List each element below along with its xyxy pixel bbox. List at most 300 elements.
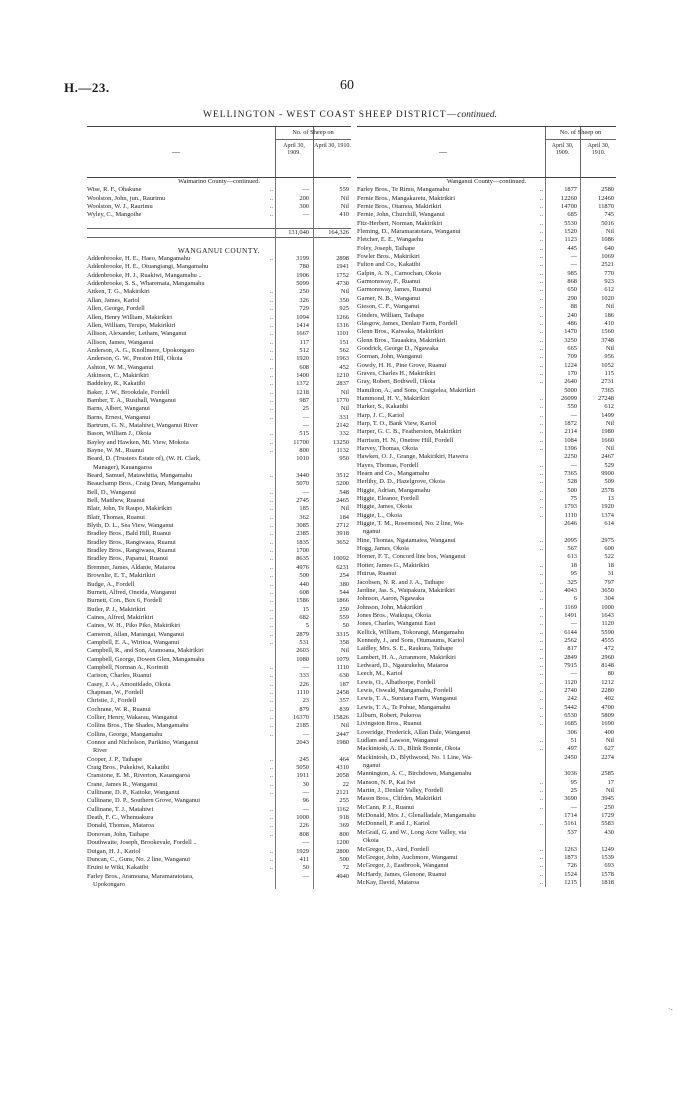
leader-dots: .. [539,712,543,719]
table-row [357,712,616,720]
leader-dots: .. [269,789,273,797]
sheep-1909: 6 [573,595,577,603]
table-row [87,797,351,805]
sheep-1909: 613 [567,553,577,561]
sheep-1909: 5530 [564,219,577,227]
sheep-1909: 2095 [564,536,577,544]
sheep-1909: 817 [567,645,577,653]
leader-dots: .. [539,611,543,619]
sheep-1910: 1249 [601,845,614,853]
table-row [357,754,616,762]
owner-name: Barns, Ernest, Wanganui [87,413,151,421]
owner-name: Campbell, George, Dowen Glen, Mangamahu [87,655,205,663]
sheep-1909: 51 [570,737,577,745]
table-row [357,787,616,795]
sheep-1910: Nil [605,419,614,427]
table-row [87,263,351,271]
leader-dots: .. [269,405,273,413]
table-row [357,553,616,561]
table-row [87,606,351,614]
sheep-1910: 614 [604,520,614,528]
sheep-1910: 369 [339,822,349,830]
owner-name: Harker, S., Kakatibi [357,403,409,411]
owner-name: Cullinane, T. J., Matahiwi [87,805,154,813]
table-row [357,462,616,470]
leader-dots: .. [269,371,273,379]
leader-dots: .. [539,645,543,653]
owner-name: Herlihy, D. D., Hazelgrove, Okoia [357,478,445,486]
sheep-1909: 3199 [296,255,309,263]
table-row [357,211,616,219]
sheep-1910: 839 [339,705,349,713]
sheep-1909: 7365 [564,470,577,478]
leader-dots: .. [539,495,543,503]
owner-name: Garner, N. B., Wanganui [357,294,421,302]
sheep-1909: 2640 [564,378,577,386]
sheep-1910: 4555 [601,636,614,644]
leader-dots: .. [269,497,273,505]
leader-dots: .. [539,670,543,678]
sheep-1909: 512 [299,346,309,354]
owner-name: Higgie, L., Okoia [357,511,402,519]
table-row [357,871,616,879]
sheep-1909: 3036 [564,770,577,778]
total-1910: 164,326 [328,229,349,237]
leader-dots: .. [539,745,543,753]
sheep-1910: 1941 [336,263,349,271]
sheep-1910: 1560 [601,328,614,336]
owner-name: Burnett, Alfred, Oneida, Wanganui [87,588,177,596]
sheep-1910: 1920 [601,503,614,511]
leader-dots: .. [539,411,543,419]
sheep-1909: 5099 [296,280,309,288]
leader-dots: .. [269,597,273,605]
table-row [357,854,616,862]
table-row [87,439,351,447]
sheep-1909: 5442 [564,703,577,711]
leader-dots: .. [539,686,543,694]
leader-dots: .. [539,194,543,202]
sheep-1909: — [570,461,577,469]
sheep-1910: 151 [339,338,349,346]
owner-name: Foley, Joseph, Taihape [357,244,415,252]
owner-name: Harvey, Thomas, Okoia [357,445,418,452]
sheep-1910: 544 [339,588,349,596]
table-row [87,597,351,605]
sheep-1910: 18 [607,561,614,569]
sheep-1910: 2447 [336,730,349,738]
table-row [87,430,351,438]
owner-name: Barns, Albert, Wanganui [87,405,150,413]
sheep-1909: 290 [567,294,577,302]
table-row [87,339,351,347]
sheep-1909: 1700 [296,547,309,555]
table-row [357,720,616,728]
table-row [357,537,616,545]
owner-name: Cullinane, D. P., Southern Grove, Wanganui [87,797,200,805]
owner-name: Kellick, William, Tokorangi, Mangamahu [357,628,464,636]
leader-dots: .. [269,538,273,546]
sheep-1910: 15826 [333,714,349,721]
sheep-1909: 1120 [564,678,577,686]
sheep-1909: 226 [299,680,309,688]
table-row [357,495,616,503]
owner-name: Donald, Thomas, Mataroa [87,822,154,830]
table-row [87,689,351,697]
sheep-1909: — [302,413,309,421]
sheep-1910: 3315 [336,630,349,638]
sheep-1909: 1667 [296,330,309,338]
owner-name: Mackintosh, D., Blythwood, No. 1 Line, Wa- [357,753,473,761]
sheep-1910: 11870 [598,203,614,211]
sheep-1909: 2646 [564,520,577,528]
owner-name: Cranstone, E. M., Riverton, Kauangaroa [87,772,191,780]
leader-dots: .. [269,764,273,772]
sheep-1910: 1079 [336,655,349,663]
sheep-1909: 1000 [296,814,309,822]
sheep-1909: 985 [567,269,577,277]
leader-dots: .. [539,862,543,870]
leader-dots: .. [269,688,273,696]
owner-name: Harrison, H. N., Onetree Hill, Fordell [357,436,454,444]
sheep-1910: 1101 [336,330,349,338]
owner-name: Cooper, J. P., Taihape [87,755,143,763]
leader-dots: .. [269,755,273,763]
sheep-1910: 2121 [336,789,349,797]
sheep-1909: 1094 [296,313,309,321]
sheep-1910: 1316 [336,321,349,329]
table-row [357,820,616,828]
leader-dots: .. [539,787,543,795]
sheep-1909: 650 [567,286,577,294]
sheep-1909: — [302,488,309,496]
sheep-1909: 325 [567,578,577,586]
leader-dots: .. [269,622,273,630]
spacer [87,220,351,228]
sheep-1910: 627 [604,745,614,753]
sheep-1910: 5016 [601,219,614,227]
leader-dots: .. [269,805,273,813]
leader-dots: .. [539,419,543,427]
sheep-count-header: No. of Sheep on [559,129,602,136]
sheep-1910: 1212 [601,678,614,686]
sheep-1910: 600 [604,545,614,553]
table-row [357,337,616,345]
owner-name: Gowdy, H. H., Pine Grove, Ruanui [357,361,447,369]
owner-name: Ludlam and Lawson, Wanganui [357,737,439,745]
sheep-1909: 3250 [564,336,577,344]
owner-name: Addenbrooke, H. E., Haeo, Mangamahu [87,255,191,263]
sheep-1910: 464 [339,755,349,763]
table-row [357,520,616,528]
owner-name: Fernie Bros., Otamoa, Makirikiri [357,203,442,211]
owner-name: Bradley Bros., Bald Hill, Ruanui [87,530,171,538]
name-column-header: — [172,147,180,156]
owner-name: Bayne, W. M., Ruanui [87,447,144,454]
owner-name: Upokongaro [93,880,125,888]
sheep-1909: 1110 [564,511,577,519]
report-code: H.—23. [64,80,110,95]
sheep-1910: 2898 [336,255,349,263]
sheep-1909: — [302,789,309,797]
sheep-1910: 1210 [336,371,349,379]
left-table [87,126,351,889]
sheep-1909: 2603 [296,647,309,655]
owner-name: McHardy, James, Glenone, Ruanui [357,870,447,878]
owner-name: Collins Bros., The Shades, Mangamahu [87,722,189,730]
sheep-1909: 1873 [564,853,577,861]
owner-name: Beard, Samuel, Matawhitia, Mangamahu [87,472,193,480]
owner-name: Douthwaite, Joseph, Brookevale, Fordell .. [87,839,197,847]
table-row [357,261,616,269]
owner-name: Glenn Bros., Tauaakira, Makirikiri [357,336,446,344]
owner-name: Campbell, R., and Son, Aramoana, Makirikiri [87,647,204,655]
sheep-1910: 250 [604,803,614,811]
sheep-1909: 6530 [564,712,577,719]
leader-dots: .. [269,697,273,705]
sheep-1909: 1084 [564,436,577,444]
owner-name: Blyth, D. L., Sea View, Wanganui [87,522,174,530]
leader-dots: .. [269,430,273,438]
leader-dots: .. [539,536,543,544]
sheep-1910: 1052 [601,361,614,369]
leader-dots: .. [539,737,543,745]
table-row [87,380,351,388]
table-row [87,697,351,705]
owner-name: Kennedy, J., and Sons, Otumaums, Kariol [357,636,465,644]
leader-dots: .. [269,355,273,363]
column-divider [275,178,276,889]
leader-dots: .. [269,396,273,404]
owner-name: Manson, N. P., Kai Iwi [357,778,416,786]
sheep-1909: 16370 [293,714,309,721]
owner-name: Gieson, C. F., Wanganui [357,303,420,311]
sheep-1909: 808 [299,830,309,838]
total-row [87,228,351,238]
leader-dots: .. [269,296,273,304]
leader-dots: .. [539,603,543,611]
sheep-1909: 8635 [296,555,309,563]
sheep-1909: — [570,620,577,628]
owner-name: Horner, F. T., Concord line box, Wanganui [357,553,466,561]
leader-dots: .. [539,311,543,319]
table-row [357,478,616,486]
leader-dots: .. [539,336,543,344]
owner-name: Manager), Kauangaroa [93,463,152,471]
leader-dots: .. [269,472,273,480]
table-row [357,528,616,536]
sheep-1910: Nil [340,505,349,513]
sheep-1910: 4310 [336,764,349,772]
table-row [87,480,351,488]
sheep-1910: 1980 [601,428,614,436]
table-row [87,781,351,789]
leader-dots: .. [539,428,543,436]
sheep-1909: 2114 [564,428,577,436]
sheep-1910: 548 [339,488,349,496]
leader-dots: .. [539,803,543,811]
sheep-1909: 7915 [564,661,577,669]
left-table-header [87,126,351,178]
leader-dots: .. [539,394,543,402]
sheep-1910: 4730 [336,280,349,288]
owner-name: Hamilton, A., and Sons, Craigielea, Makirikiri [357,386,476,394]
table-row [357,428,616,436]
sheep-1909: 1263 [564,845,577,853]
sheep-1909: 12260 [561,194,577,202]
table-row [87,195,351,203]
sheep-1910: 13250 [333,438,349,446]
sheep-1909: 528 [567,478,577,486]
table-row [357,679,616,687]
sheep-1910: 1132 [336,447,349,454]
leader-dots: .. [539,820,543,828]
sheep-1910: 1818 [601,878,614,886]
sheep-1910: 380 [339,580,349,588]
owner-name: Eruini te Wiki, Kakatibi [87,864,149,872]
sheep-1909: 1835 [296,538,309,546]
sheep-1910: 2731 [601,378,614,386]
sheep-1910: 5200 [336,480,349,488]
owner-name: Budge, A., Fordell [87,580,135,588]
table-row [87,881,351,889]
table-row [87,297,351,305]
table-row [357,228,616,236]
sheep-1910: 3652 [336,538,349,546]
sheep-1910: 693 [604,862,614,870]
table-row [357,745,616,753]
sheep-1909: 1010 [296,455,309,463]
sheep-1910: 3748 [601,336,614,344]
owner-name: Farley Bros., Te Rimu, Mangamahu [357,186,449,194]
owner-name: Death, F. C., Whenuakura [87,814,154,822]
sheep-1909: 608 [299,363,309,371]
sheep-1910: 1660 [601,436,614,444]
owner-name: Cameron, Allan, Marangai, Wanganui [87,630,184,638]
sheep-1909: 5161 [564,820,577,828]
table-row [357,804,616,812]
leader-dots: .. [269,522,273,530]
sheep-1909: 245 [299,755,309,763]
table-row [357,812,616,820]
sheep-1910: 6231 [336,563,349,571]
table-row [87,372,351,380]
owner-name: McKay, David, Mataroa [357,878,420,886]
sheep-1909: 1169 [564,603,577,611]
owner-name: Blair, John, Te Raupo, Makirikiri [87,505,172,513]
leader-dots: .. [539,344,543,352]
sheep-1910: 410 [339,211,349,219]
table-row [357,829,616,837]
sheep-1910: 472 [604,645,614,653]
sheep-1909: 537 [567,828,577,836]
sheep-1909: 4043 [564,586,577,594]
sheep-1910: 1020 [601,294,614,302]
section-heading: Waimarino County—continued. [178,178,260,185]
owner-name: Bremner, James, Aldanie, Mataroa [87,563,176,571]
table-row [87,186,351,194]
table-row [357,770,616,778]
sheep-1909: 1396 [564,445,577,452]
leader-dots: .. [269,855,273,863]
table-row [357,320,616,328]
owner-name: Duncan, C., Guns, No. 2 line, Wanganui [87,855,191,863]
sheep-1909: 1524 [564,870,577,878]
table-row [87,589,351,597]
leader-dots: .. [269,672,273,680]
leader-dots: .. [539,678,543,686]
owner-name: Jones Bros., Waikupa, Okoia [357,611,431,619]
table-row [87,447,351,455]
sheep-1910: 797 [604,578,614,586]
sheep-1910: 1752 [336,271,349,279]
sheep-1909: 95 [570,778,577,786]
leader-dots: .. [539,661,543,669]
owner-name: Graves, Charles H., Makirikiri [357,369,436,377]
owner-name: Baddeley, R., Kakatibi [87,380,145,388]
year-1910-header: April 30, 1910. [314,143,351,149]
sheep-1909: 250 [299,288,309,296]
owner-name: Goodrick, George D., Ngawaka [357,344,439,352]
owner-name: Caines, Alfred, Makirikiri [87,613,154,621]
sheep-1909: 2849 [564,653,577,661]
leader-dots: .. [539,328,543,336]
owner-name: Addenbrooke, H. J., Ruakiwi, Mangamahu .. [87,271,202,279]
sheep-1909: — [570,253,577,261]
owner-name: Higgie, James, Okoia [357,503,413,511]
owner-name: Brownlie, E. T., Makirikiri [87,572,156,580]
owner-name: Jacobsen, N. R. and J. A., Taihape [357,578,445,586]
table-row [357,353,616,361]
leader-dots: .. [539,436,543,444]
leader-dots: .. [269,588,273,596]
table-row [87,455,351,463]
table-row [87,672,351,680]
sheep-1910: 1086 [601,236,614,244]
sheep-1910: Nil [605,445,614,452]
sheep-1909: 1414 [296,321,309,329]
page-number: 60 [340,78,354,93]
owner-name: Collins, George, Mangamahu [87,730,163,738]
owner-name: Woolston, John, jun., Raurimu [87,194,166,202]
table-row [357,729,616,737]
owner-name: River [93,747,108,755]
table-row [87,305,351,313]
sheep-1910: Nil [605,737,614,745]
leader-dots: .. [269,413,273,421]
sheep-1909: — [302,421,309,429]
owner-name: Livingston Bros., Ruanui [357,720,422,728]
sheep-1910: 332 [339,430,349,438]
table-row [357,604,616,612]
leader-dots: .. [269,605,273,613]
table-row [87,530,351,538]
sheep-1909: 608 [299,588,309,596]
leader-dots: .. [269,630,273,638]
leader-dots: .. [269,780,273,788]
owner-name: Crane, James R., Wanganui [87,780,158,788]
owner-name: Chapman, W., Fordell [87,688,144,696]
leader-dots: .. [269,613,273,621]
table-row [357,687,616,695]
leader-dots: .. [269,663,273,671]
sheep-1909: 500 [567,486,577,494]
leader-dots: .. [269,772,273,780]
owner-name: Caines, W. H., Piko Piko, Makirikiri [87,622,181,630]
sheep-1910: 115 [604,369,614,377]
leader-dots: .. [269,505,273,513]
leader-dots: .. [539,461,543,469]
